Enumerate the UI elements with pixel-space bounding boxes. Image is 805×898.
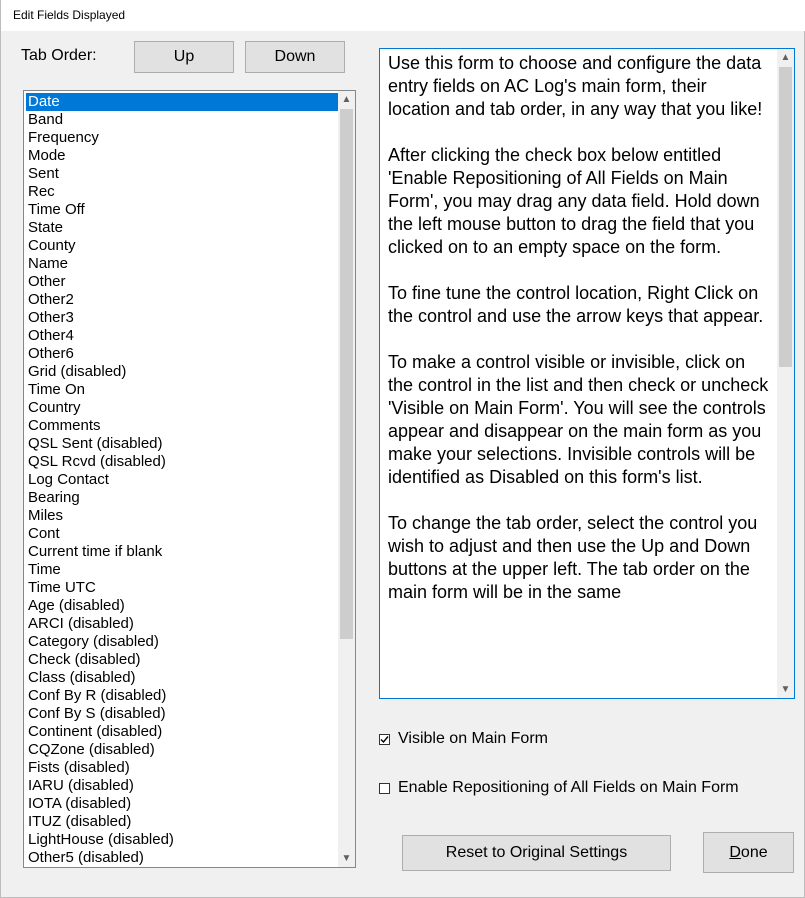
help-paragraph: To fine tune the control location, Right Click on the control and use the arrow keys that appear. — [388, 283, 764, 326]
list-item[interactable]: Other3 — [28, 309, 74, 326]
list-item[interactable]: Time — [28, 561, 61, 578]
up-button[interactable]: Up — [134, 41, 234, 73]
scroll-up-arrow-icon[interactable]: ▲ — [341, 94, 352, 105]
list-item[interactable]: QSL Rcvd (disabled) — [28, 453, 166, 470]
list-item[interactable]: Age (disabled) — [28, 597, 125, 614]
help-scrollbar[interactable] — [777, 49, 794, 698]
list-item[interactable]: Other2 — [28, 291, 74, 308]
list-item[interactable]: LightHouse (disabled) — [28, 831, 174, 848]
help-paragraph: To change the tab order, select the control you wish to adjust and then use the Up and Down buttons at the upper left. The tab order on the main form will be in the same — [388, 513, 758, 602]
list-item[interactable]: Other5 (disabled) — [28, 849, 144, 866]
checkbox-checked-icon[interactable] — [379, 734, 390, 745]
visible-on-main-form-checkbox[interactable] — [379, 730, 548, 748]
list-item[interactable]: Name — [28, 255, 69, 272]
fields-list — [26, 93, 338, 867]
reset-to-original-settings-button[interactable]: Reset to Original Settings — [402, 835, 671, 871]
enable-repositioning-label: Enable Repositioning of All Fields on Main Form — [398, 779, 739, 796]
list-item[interactable]: Class (disabled) — [28, 669, 136, 686]
list-item[interactable]: Fists (disabled) — [28, 759, 130, 776]
scroll-down-arrow-icon[interactable]: ▼ — [341, 853, 352, 864]
help-text — [388, 52, 772, 627]
list-item[interactable]: Other — [28, 273, 66, 290]
list-item[interactable]: Continent (disabled) — [28, 723, 163, 740]
visible-on-main-form-label: Visible on Main Form — [398, 730, 548, 747]
help-scroll-thumb[interactable] — [779, 67, 792, 367]
list-item[interactable]: State — [28, 219, 64, 236]
list-item[interactable]: IARU (disabled) — [28, 777, 134, 794]
list-item[interactable]: ARCI (disabled) — [28, 615, 134, 632]
help-paragraph: Use this form to choose and configure the data entry fields on AC Log's main form, their location and tab order, in any way that you like! — [388, 53, 763, 119]
help-paragraph: To make a control visible or invisible, click on the control in the list and then check or uncheck 'Visible on Main Form'. You will see the controls appear and disappear on the main form as you make your selections. Invisible controls will be identified as Disabled on this form's list. — [388, 352, 769, 487]
help-textbox[interactable] — [379, 48, 795, 699]
enable-repositioning-checkbox[interactable] — [379, 779, 739, 797]
fields-listbox[interactable] — [23, 90, 356, 868]
list-item[interactable]: Other6 — [28, 345, 74, 362]
list-item[interactable]: Cont — [28, 525, 60, 542]
list-item[interactable]: Log Contact — [28, 471, 109, 488]
list-item[interactable]: Bearing — [28, 489, 80, 506]
tab-order-label: Tab Order: — [21, 47, 97, 64]
list-item[interactable]: IOTA (disabled) — [28, 795, 132, 812]
done-label: Done — [729, 843, 768, 861]
list-item[interactable]: Band — [28, 111, 64, 128]
list-item[interactable]: Country — [28, 399, 81, 416]
list-item[interactable]: Frequency — [28, 129, 99, 146]
window-title: Edit Fields Displayed — [13, 8, 126, 22]
list-item[interactable]: Mode — [28, 147, 66, 164]
list-item[interactable]: QSL Sent (disabled) — [28, 435, 163, 452]
list-scrollbar[interactable] — [338, 91, 355, 867]
done-button[interactable] — [703, 832, 794, 873]
scroll-down-arrow-icon[interactable]: ▼ — [780, 684, 791, 695]
list-scroll-thumb[interactable] — [340, 109, 353, 639]
list-item[interactable]: County — [28, 237, 76, 254]
list-item[interactable]: Other4 — [28, 327, 74, 344]
list-item[interactable]: Time Off — [28, 201, 85, 218]
list-item[interactable]: Conf By S (disabled) — [28, 705, 166, 722]
title-bar[interactable] — [1, 0, 805, 31]
list-item[interactable]: ITUZ (disabled) — [28, 813, 132, 830]
list-item[interactable]: Check (disabled) — [28, 651, 141, 668]
list-item[interactable]: Current time if blank — [28, 543, 163, 560]
list-item[interactable]: Sent — [28, 165, 59, 182]
list-item[interactable]: Grid (disabled) — [28, 363, 127, 380]
list-item[interactable]: Rec — [28, 183, 55, 200]
list-item[interactable]: CQZone (disabled) — [28, 741, 155, 758]
list-item[interactable]: Time On — [28, 381, 85, 398]
down-button[interactable]: Down — [245, 41, 345, 73]
checkbox-unchecked-icon[interactable] — [379, 783, 390, 794]
scroll-up-arrow-icon[interactable]: ▲ — [780, 52, 791, 63]
list-item[interactable]: Comments — [28, 417, 101, 434]
list-item[interactable]: Category (disabled) — [28, 633, 159, 650]
list-item[interactable]: Date — [26, 93, 338, 111]
list-item[interactable]: Conf By R (disabled) — [28, 687, 167, 704]
list-item[interactable]: Time UTC — [28, 579, 96, 596]
help-paragraph: After clicking the check box below entitled 'Enable Repositioning of All Fields on Main Form', you may drag any data field. Hold down the left mouse button to drag the field that you clicked on to an empty space on the form. — [388, 145, 760, 257]
list-item[interactable]: Miles — [28, 507, 64, 524]
